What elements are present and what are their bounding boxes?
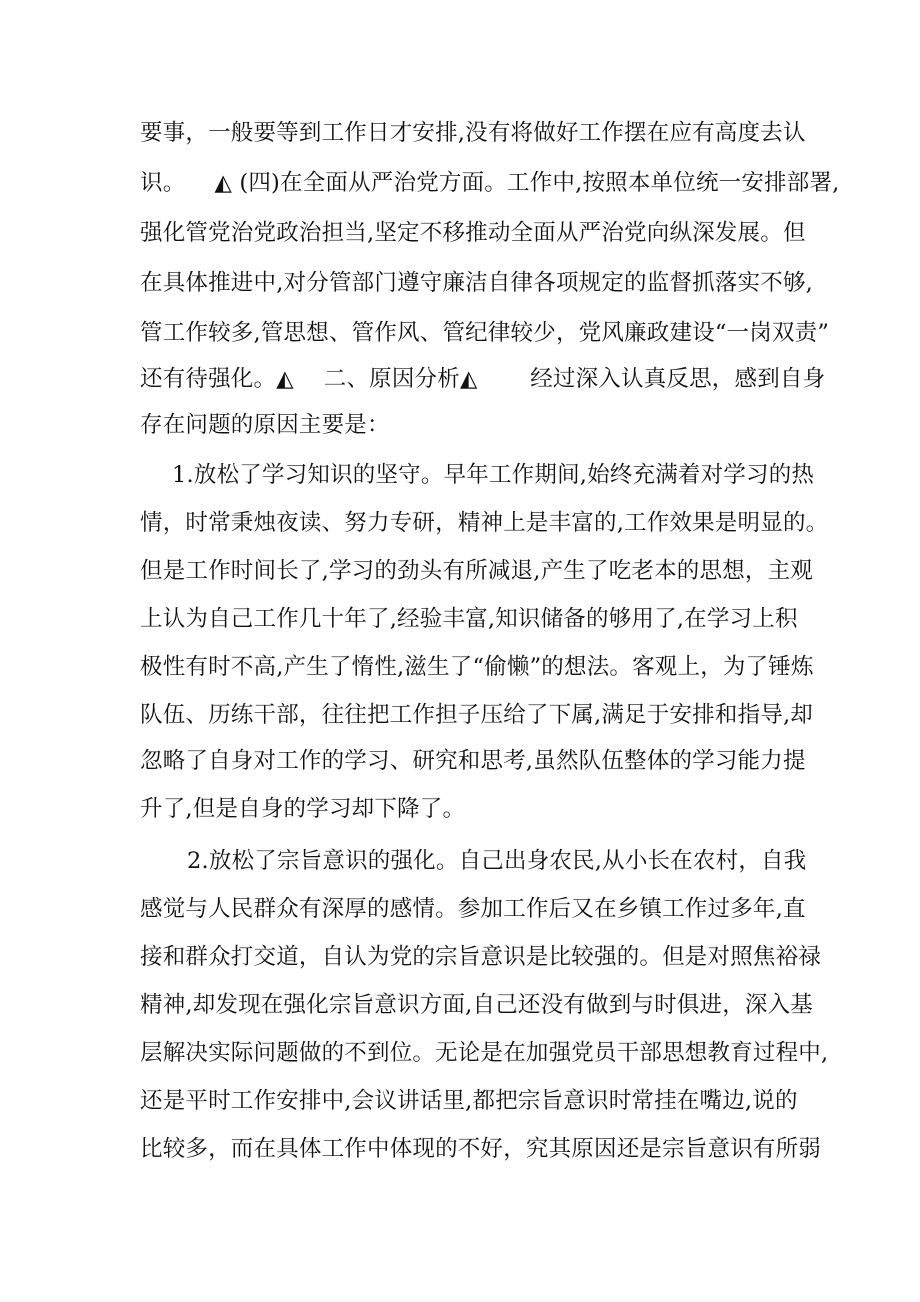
text-line: 还是平时工作安排中,会议讲话里,都把宗旨意识时常挂在嘴边,说的 [140,1088,798,1114]
text-line: 识。ﾠ ◭ (四)在全面从严治党方面。工作中,按照本单位统一安排部署, [140,170,840,196]
text-line: 但是工作时间长了,学习的劲头有所减退,产生了吃老本的思想，主观 [140,558,814,584]
text-line: 1.放松了学习知识的坚守。早年工作期间,始终充满着对学习的热 [172,462,815,488]
text-line: 比较多，而在具体工作中体现的不好，究其原因还是宗旨意识有所弱 [140,1136,822,1162]
text-line: 在具体推进中,对分管部门遵守廉洁自律各项规定的监督抓落实不够, [140,270,814,296]
text-line: 还有待强化。◭ 二、原因分析◭ 经过深入认真反思，感到自身 [140,366,826,392]
text-line: 升了,但是自身的学习却下降了。 [140,796,466,822]
text-line: 接和群众打交道，自认为党的宗旨意识是比较强的。但是对照焦裕禄 [140,944,822,970]
text-line: 上认为自己工作几十年了,经验丰富,知识储备的够用了,在学习上积 [140,606,798,632]
text-line: 存在问题的原因主要是： [140,412,390,438]
text-line: 极性有时不高,产生了惰性,滋生了“偷懒”的想法。客观上，为了锤炼 [140,654,814,680]
text-line: 2.放松了宗旨意识的强化。自己出身农民,从小长在农村，自我 [187,848,807,874]
text-line: 忽略了自身对工作的学习、研究和思考,虽然队伍整体的学习能力提 [140,748,806,774]
text-line: 情，时常秉烛夜读、努力专研，精神上是丰富的,工作效果是明显的。 [140,510,829,536]
text-line: 感觉与人民群众有深厚的感情。参加工作后又在乡镇工作过多年,直 [140,896,806,922]
text-line: 要事，一般要等到工作日才安排,没有将做好工作摆在应有高度去认 [140,120,806,146]
text-line: 精神,却发现在强化宗旨意识方面,自己还没有做到与时俱进，深入基 [140,992,814,1018]
text-line: 队伍、历练干部，往往把工作担子压给了下属,满足于安排和指导,却 [140,702,814,728]
text-line: 层解决实际问题做的不到位。无论是在加强党员干部思想教育过程中, [140,1040,829,1066]
text-line: 管工作较多,管思想、管作风、管纪律较少，党风廉政建设“一岗双责” [140,320,830,346]
text-line: 强化管党治党政治担当,坚定不移推动全面从严治党向纵深发展。但 [140,220,806,246]
